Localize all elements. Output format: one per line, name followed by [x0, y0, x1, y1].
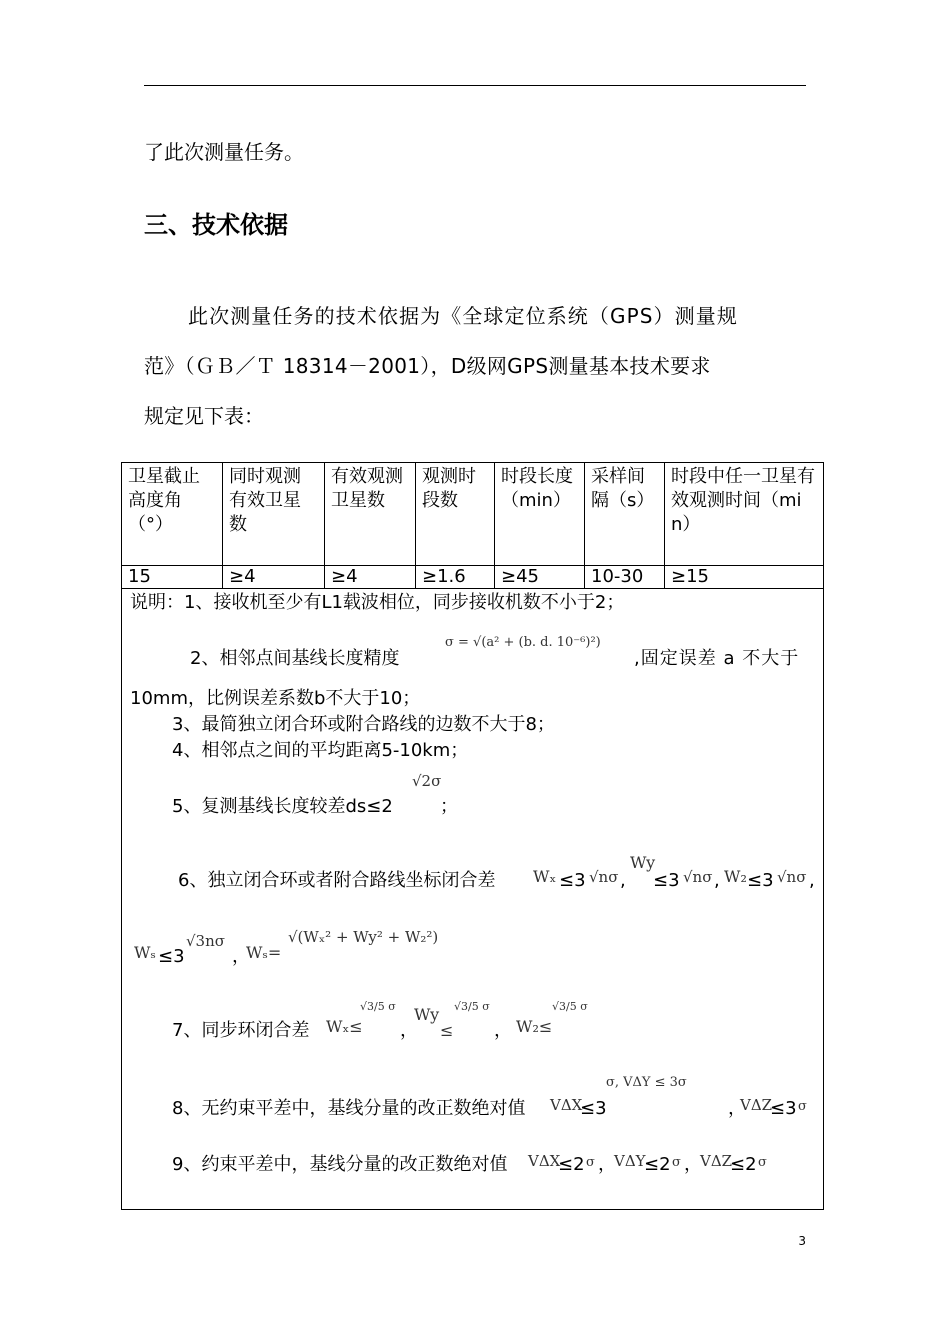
- note-8-vx: VΔX: [550, 1096, 583, 1114]
- note-3: 3、最简独立闭合环或附合路线的边数不大于8；: [172, 714, 555, 735]
- table-cell: 10-30: [585, 566, 665, 589]
- note-9-sigma-3: σ: [758, 1155, 767, 1170]
- table-cell: ≥1.6: [416, 566, 495, 589]
- note-6-ws-eq: Wₛ=: [246, 943, 282, 962]
- note-7-comma-1: ，: [400, 1020, 418, 1041]
- note-6-comma-4: ，: [232, 946, 250, 967]
- table-header-cell: 卫星截止高度角（°）: [122, 463, 223, 566]
- note-6-formula-1: √nσ: [589, 868, 619, 886]
- note-6-le-3: ≤3: [747, 870, 774, 891]
- table-header-cell: 采样间隔（s）: [585, 463, 665, 566]
- note-9-comma-2: ，: [684, 1154, 702, 1175]
- note-6-formula-2: √nσ: [683, 868, 713, 886]
- intro-line-2: 范》（ＧＢ／Ｔ 18314－2001），D级网GPS测量基本技术要求: [144, 354, 711, 378]
- note-6-comma-2: ,: [714, 870, 720, 891]
- note-6-le-2: ≤3: [653, 870, 680, 891]
- note-6-wx: Wₓ: [533, 867, 557, 886]
- continued-paragraph: 了此次测量任务。: [144, 140, 304, 164]
- note-7-comma-2: ，: [494, 1020, 512, 1041]
- table-row: [122, 566, 824, 589]
- note-6-comma-3: ,: [809, 870, 815, 891]
- note-9-le-2: ≤2: [644, 1154, 671, 1175]
- note-9-le-1: ≤2: [558, 1154, 585, 1175]
- note-1: 说明：1、接收机至少有L1载波相位，同步接收机数不小于2；: [130, 592, 625, 613]
- table-header-cell: 时段长度（min）: [495, 463, 585, 566]
- note-6-formula-3: √nσ: [777, 868, 807, 886]
- table-cell: ≥45: [495, 566, 585, 589]
- table-header-cell: 同时观测有效卫星数: [223, 463, 325, 566]
- note-5-end: ；: [440, 796, 458, 817]
- note-6-wz: W₂: [724, 867, 747, 886]
- note-8-label: 8、无约束平差中，基线分量的改正数绝对值: [172, 1098, 526, 1119]
- table-cell: ≥4: [223, 566, 325, 589]
- intro-line-1: 此次测量任务的技术依据为《全球定位系统（GPS）测量规: [188, 304, 738, 328]
- note-9-le-3: ≤2: [730, 1154, 757, 1175]
- note-9-comma-1: ，: [598, 1154, 616, 1175]
- notes-cell: [122, 589, 824, 1210]
- note-6-le-4: ≤3: [158, 946, 185, 967]
- notes-row: [122, 589, 824, 1210]
- note-2-tail: ,固定误差 a 不大于: [634, 648, 800, 669]
- note-9-vy: VΔY: [614, 1152, 646, 1170]
- note-6-label: 6、独立闭合环或者附合路线坐标闭合差: [178, 870, 496, 891]
- note-7-wz: W₂≤: [516, 1017, 553, 1036]
- gps-spec-table: [121, 462, 824, 1210]
- note-9-vz: VΔZ: [700, 1152, 733, 1170]
- note-8-formula: σ, VΔY ≤ 3σ: [606, 1075, 687, 1090]
- note-9-vx: VΔX: [528, 1152, 561, 1170]
- table-cell: ≥4: [325, 566, 416, 589]
- note-7-wx: Wₓ≤: [326, 1017, 363, 1036]
- note-5-label: 5、复测基线长度较差ds≤2: [172, 796, 393, 817]
- note-6-comma-1: ,: [620, 870, 626, 891]
- note-7-label: 7、同步环闭合差: [172, 1020, 310, 1041]
- page-number: 3: [798, 1234, 806, 1248]
- note-7-wy: Wy: [414, 1005, 440, 1024]
- table-header-cell: 有效观测卫星数: [325, 463, 416, 566]
- note-6-ws: Wₛ: [134, 943, 156, 962]
- note-6-formula-4: √3nσ: [186, 932, 226, 950]
- table-header-row: [122, 463, 824, 566]
- note-7-le: ≤: [440, 1021, 454, 1040]
- note-8-le-2: ≤3: [770, 1098, 797, 1119]
- note-2-label: 2、相邻点间基线长度精度: [190, 648, 400, 669]
- note-2-cont: 10mm，比例误差系数b不大于10；: [130, 688, 421, 709]
- note-6-wy: Wy: [630, 853, 656, 872]
- note-7-formula-2: √3/5 σ: [454, 1000, 490, 1013]
- note-9-label: 9、约束平差中，基线分量的改正数绝对值: [172, 1154, 508, 1175]
- table-cell: ≥15: [665, 566, 824, 589]
- note-4: 4、相邻点之间的平均距离5-10km；: [172, 740, 469, 761]
- section-heading: 三、技术依据: [144, 211, 288, 239]
- table-cell: 15: [122, 566, 223, 589]
- note-5-formula: √2σ: [412, 772, 442, 790]
- header-rule: [144, 85, 806, 86]
- note-8-vz: VΔZ: [740, 1096, 773, 1114]
- note-7-formula-3: √3/5 σ: [552, 1000, 588, 1013]
- note-2-formula: σ = √(a² + (b. d. 10⁻⁶)²): [445, 635, 601, 650]
- note-8-sigma: σ: [798, 1099, 807, 1114]
- note-9-sigma-1: σ: [586, 1155, 595, 1170]
- table-header-cell: 时段中任一卫星有效观测时间（min）: [665, 463, 824, 566]
- intro-line-3: 规定见下表：: [144, 404, 264, 428]
- note-8-le: ≤3: [580, 1098, 607, 1119]
- note-8-comma: ，: [728, 1098, 746, 1119]
- note-6-formula-5: √(Wₓ² + Wy² + W₂²): [288, 928, 439, 946]
- note-9-sigma-2: σ: [672, 1155, 681, 1170]
- note-6-le-1: ≤3: [559, 870, 586, 891]
- table-header-cell: 观测时段数: [416, 463, 495, 566]
- note-7-formula-1: √3/5 σ: [360, 1000, 396, 1013]
